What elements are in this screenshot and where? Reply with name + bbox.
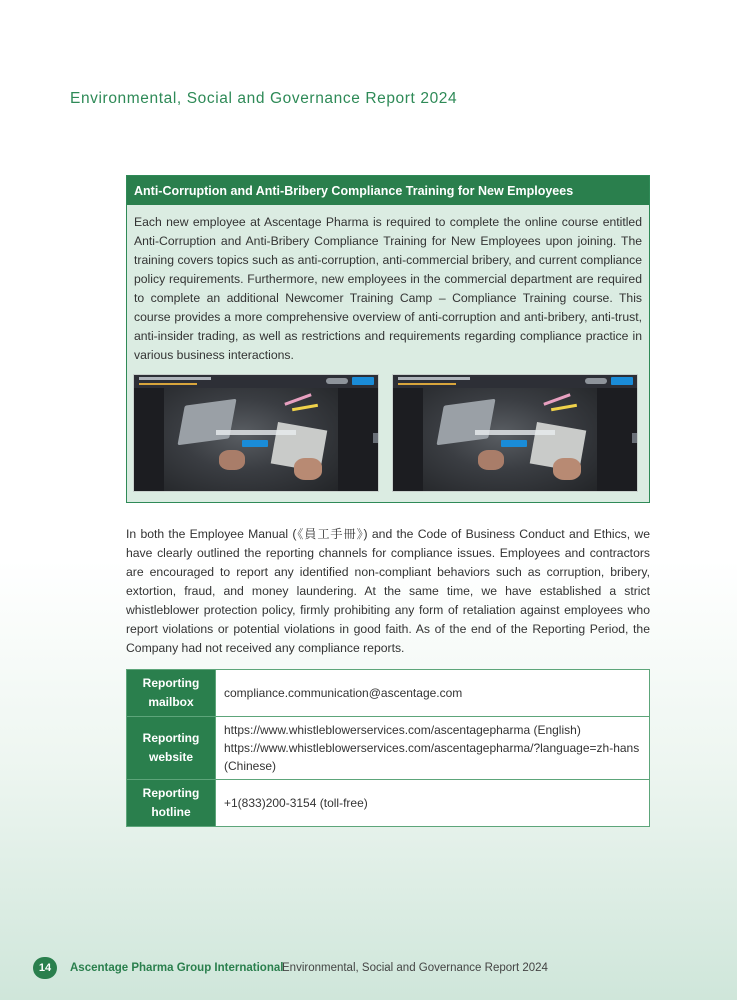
- row-label-website: Reporting website: [127, 717, 216, 780]
- play-button: [501, 440, 527, 447]
- play-button: [242, 440, 268, 447]
- course-cover-photo: [423, 388, 597, 491]
- page-number: 14: [33, 957, 57, 979]
- course-cover-photo: [164, 388, 338, 491]
- row-value-hotline: [216, 780, 650, 827]
- row-value-mailbox: [216, 670, 650, 717]
- page-header-title: Environmental, Social and Governance Report 2024: [70, 90, 458, 107]
- website-url-english[interactable]: https://www.whistleblowerservices.com/ascentagepharma (English): [224, 723, 581, 737]
- mailbox-email[interactable]: compliance.communication@ascentage.com: [224, 686, 463, 700]
- training-box-title: Anti-Corruption and Anti-Bribery Compliance Training for New Employees: [127, 176, 649, 205]
- table-row: [127, 780, 650, 827]
- table-row: [127, 670, 650, 717]
- course-cover-caption: [475, 430, 555, 435]
- training-callout-box: [126, 175, 650, 503]
- video-player-topbar: [134, 375, 378, 388]
- row-value-website: [216, 717, 650, 780]
- website-url-chinese[interactable]: https://www.whistleblowerservices.com/ascentagepharma/?language=zh-hans (Chinese): [224, 741, 640, 773]
- hotline-number: +1(833)200-3154 (toll-free): [224, 796, 368, 810]
- video-player-topbar: [393, 375, 637, 388]
- training-screenshot-right: [392, 374, 638, 492]
- training-screenshot-left: [133, 374, 379, 492]
- reporting-channels-table: [126, 669, 650, 827]
- footer-report-title: Environmental, Social and Governance Report 2024: [282, 962, 548, 974]
- footer-company-name: Ascentage Pharma Group International: [70, 962, 284, 974]
- reporting-channels-paragraph: In both the Employee Manual (《員工手冊》) and the Code of Business Conduct and Ethics, we have clearly outlined the reporting channels for compliance issues. Employees and contractors are encouraged to report any identified non-compliant behaviors such as corruption, bribery, extortion, fraud, and money laundering. At the same time, we have established a strict whistleblower protection policy, firmly prohibiting any form of retaliation against employees who report violations or potential violations in good faith. As of the end of the Reporting Period, the Company had not received any compliance reports.: [126, 527, 650, 655]
- training-box-body: Each new employee at Ascentage Pharma is required to complete the online course entitled Anti-Corruption and Anti-Bribery Compliance Training for New Employees upon joining. The training covers topics such as anti-corruption, anti-commercial bribery, and current compliance policy requirements. Furthermore, new employees in the commercial department are required to complete an additional Newcomer Training Camp – Compliance Training course. This course provides a more comprehensive overview of anti-corruption and anti-bribery, anti-trust, anti-insider trading, as well as restrictions and requirements regarding compliance practice in various business interactions.: [134, 215, 642, 362]
- course-cover-caption: [216, 430, 296, 435]
- table-row: [127, 717, 650, 780]
- row-label-hotline: Reporting hotline: [127, 780, 216, 827]
- row-label-mailbox: Reporting mailbox: [127, 670, 216, 717]
